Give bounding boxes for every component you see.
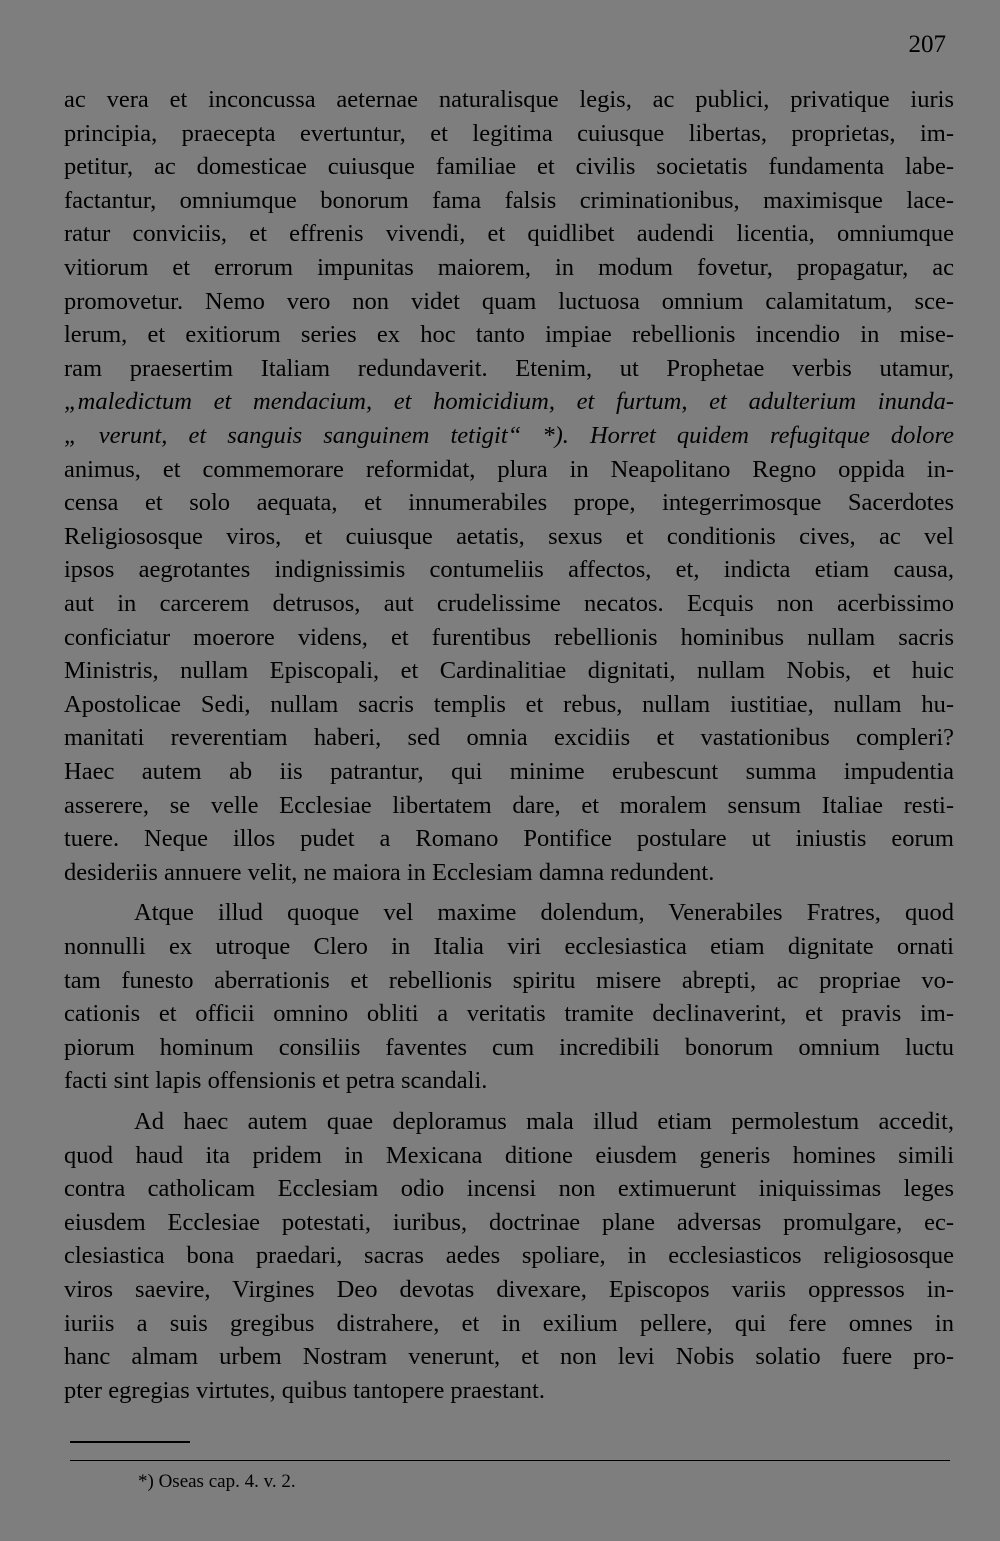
text-line: ram praesertim Italiam redundaverit. Etenim, ut Prophetae verbis utamur,	[64, 354, 954, 382]
page-number: 207	[908, 31, 946, 58]
text-line: conficiatur moerore videns, et furentibus rebellionis hominibus nullam sacris	[64, 623, 954, 651]
text-line: principia, praecepta evertuntur, et legitima cuiusque libertas, proprietas, im-	[64, 119, 954, 147]
text-line: nonnulli ex utroque Clero in Italia viri ecclesiastica etiam dignitate ornati	[64, 933, 954, 960]
text-line: Apostolicae Sedi, nullam sacris templis et rebus, nullam iustitiae, nullam hu-	[64, 690, 954, 718]
text-line: censa et solo aequata, et innumerabiles prope, integerrimosque Sacerdotes	[64, 489, 954, 517]
footnote: *) Oseas cap. 4. v. 2.	[138, 1471, 296, 1492]
text-line: „ verunt, et sanguis sanguinem tetigit“ *). Horret quidem refugitque dolore	[64, 422, 954, 449]
text-line: tuere. Neque illos pudet a Romano Pontifice postulare ut iniustis eorum	[64, 825, 954, 853]
text-line: cationis et officii omnino obliti a veritatis tramite declinaverint, et pravis im-	[64, 1000, 954, 1028]
footnote-separator	[70, 1460, 950, 1461]
text-line: ipsos aegrotantes indignissimis contumeliis affectos, et, indicta etiam causa,	[64, 556, 954, 584]
text-line: factantur, omniumque bonorum fama falsis criminationibus, maximisque lace-	[64, 186, 954, 214]
text-line: ac vera et inconcussa aeternae naturalisque legis, ac publici, privatique iuris	[64, 86, 954, 113]
text-line: lerum, et exitiorum series ex hoc tanto impiae rebellionis incendio in mise-	[64, 321, 954, 349]
text-line: hanc almam urbem Nostram venerunt, et non levi Nobis solatio fuere pro-	[64, 1343, 954, 1371]
text-line: aut in carcerem detrusos, aut crudelissime necatos. Ecquis non acerbissimo	[64, 590, 954, 617]
text-line: vitiorum et errorum impunitas maiorem, in modum fovetur, propagatur, ac	[64, 254, 954, 281]
text-line: ratur conviciis, et effrenis vivendi, et quidlibet audendi licentia, omniumque	[64, 220, 954, 248]
text-line: animus, et commemorare reformidat, plura in Neapolitano Regno oppida in-	[64, 455, 954, 483]
text-line: clesiastica bona praedari, sacras aedes spoliare, in ecclesiasticos religiososque	[64, 1242, 954, 1270]
text-line: promovetur. Nemo vero non videt quam luctuosa omnium calamitatum, sce-	[64, 287, 954, 315]
text-line: eiusdem Ecclesiae potestati, iuribus, doctrinae plane adversas promulgare, ec-	[64, 1208, 954, 1236]
text-line: tam funesto aberrationis et rebellionis spiritu misere abrepti, ac propriae vo-	[64, 966, 954, 994]
text-line: petitur, ac domesticae cuiusque familiae et civilis societatis fundamenta labe-	[64, 153, 954, 181]
text-line: Ministris, nullam Episcopali, et Cardinalitiae dignitati, nullam Nobis, et huic	[64, 657, 954, 685]
text-line: „maledictum et mendacium, et homicidium, et furtum, et adulterium inunda-	[64, 388, 954, 416]
text-line: manitati reverentiam haberi, sed omnia excidiis et vastationibus compleri?	[64, 724, 954, 752]
text-line: Atque illud quoque vel maxime dolendum, Venerabiles Fratres, quod	[134, 899, 954, 927]
text-line: Ad haec autem quae deploramus mala illud etiam permolestum accedit,	[134, 1108, 954, 1135]
text-line: Haec autem ab iis patrantur, qui minime erubescunt summa impudentia	[64, 758, 954, 785]
text-line: asserere, se velle Ecclesiae libertatem dare, et moralem sensum Italiae resti-	[64, 791, 954, 819]
text-line: pter egregias virtutes, quibus tantopere praestant.	[64, 1376, 545, 1404]
text-line: quod haud ita pridem in Mexicana ditione eiusdem generis homines simili	[64, 1141, 954, 1169]
text-line: piorum hominum consiliis faventes cum incredibili bonorum omnium luctu	[64, 1033, 954, 1061]
text-line: viros saevire, Virgines Deo devotas divexare, Episcopos variis oppressos in-	[64, 1276, 954, 1303]
text-line: iuriis a suis gregibus distrahere, et in exilium pellere, qui fere omnes in	[64, 1309, 954, 1337]
text-line: contra catholicam Ecclesiam odio incensi non extimuerunt iniquissimas leges	[64, 1175, 954, 1203]
text-line: desideriis annuere velit, ne maiora in Ecclesiam damna redundent.	[64, 858, 715, 886]
text-line: facti sint lapis offensionis et petra scandali.	[64, 1067, 488, 1095]
text-line: Religiososque viros, et cuiusque aetatis, sexus et conditionis cives, ac vel	[64, 522, 954, 550]
footnote-rule	[70, 1441, 190, 1443]
